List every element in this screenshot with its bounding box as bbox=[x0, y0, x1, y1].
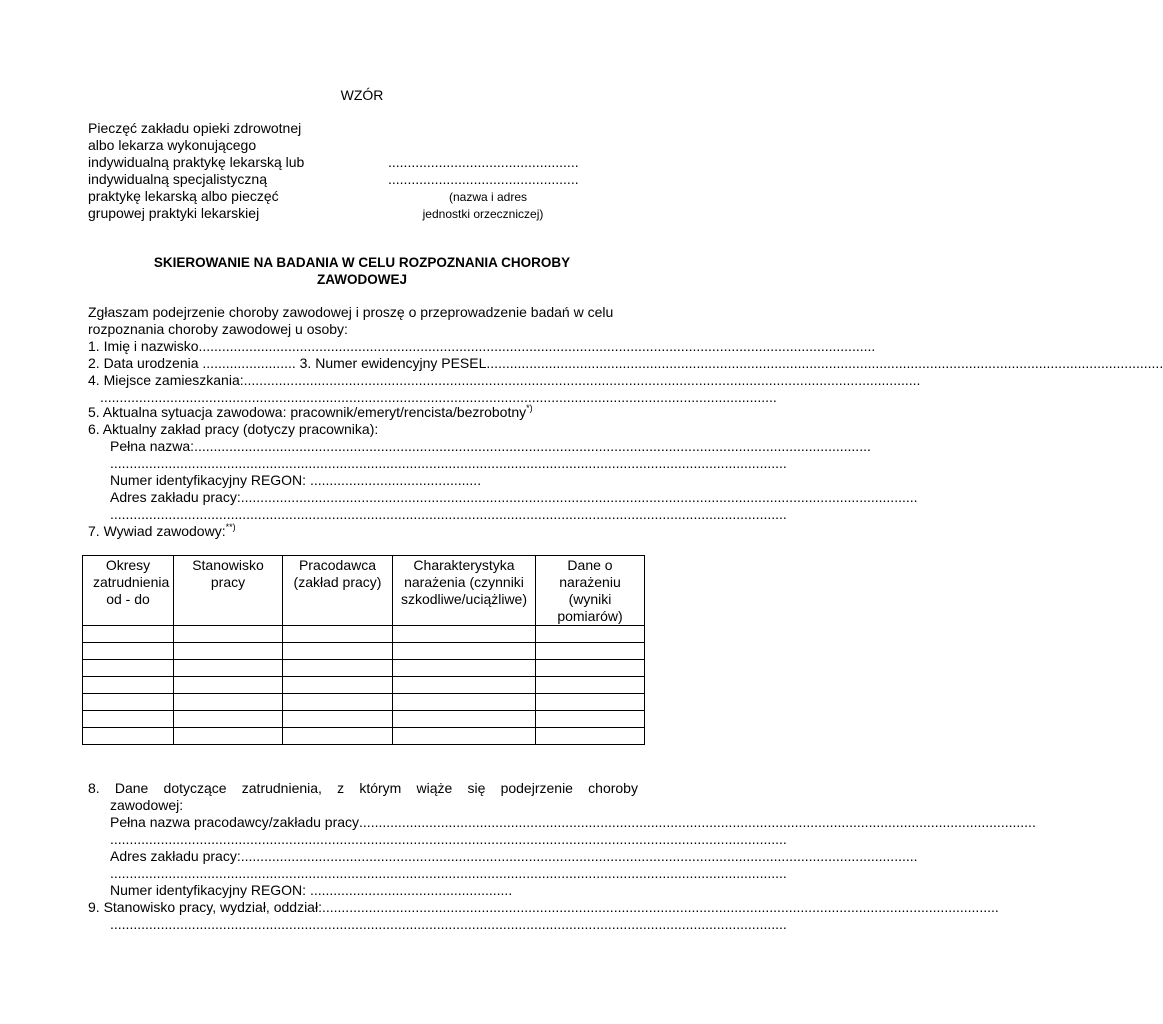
field-workplace-address-dots: .............................................................................................................................................................................. bbox=[240, 489, 918, 505]
field-workplace-address-label: Adres zakładu pracy: bbox=[110, 489, 241, 505]
field-workplace-address[interactable] bbox=[110, 489, 918, 506]
field-workplace-name-label: Pełna nazwa: bbox=[110, 438, 195, 454]
field-workplace-regon[interactable]: Numer identyfikacyjny REGON: ............................................ bbox=[110, 472, 482, 488]
table-row bbox=[83, 677, 645, 694]
unit-name-line: ................................................. bbox=[388, 154, 579, 170]
table-row bbox=[83, 694, 645, 711]
word: wiąże bbox=[416, 780, 453, 796]
stamp-line: praktykę lekarską albo pieczęć bbox=[88, 188, 279, 204]
field-employer-regon[interactable]: Numer identyfikacyjny REGON: .................................................... bbox=[110, 882, 513, 898]
field-residence-dots[interactable]: .............................................................................................................................................................................. bbox=[100, 389, 777, 405]
footnote-mark: **) bbox=[225, 522, 236, 532]
stamp-line: indywidualną praktykę lekarską lub bbox=[88, 154, 305, 170]
column-header: Okresy zatrudnienia od - do bbox=[83, 556, 174, 626]
field-employer-name-dots: .............................................................................................................................................................................. bbox=[359, 814, 1036, 830]
doc-label: WZÓR bbox=[340, 87, 384, 103]
field-workplace-address-dots[interactable]: .............................................................................................................................................................................. bbox=[110, 506, 787, 522]
field-employer-address-dots: .............................................................................................................................................................................. bbox=[240, 848, 918, 864]
field-residence[interactable] bbox=[88, 372, 921, 389]
field-workplace-name-dots: .............................................................................................................................................................................. bbox=[194, 438, 871, 454]
unit-caption: (nazwa i adres bbox=[448, 190, 528, 204]
intro-text: Zgłaszam podejrzenie choroby zawodowej i proszę o przeprowadzenie badań w celu bbox=[88, 304, 614, 320]
word: którym bbox=[359, 780, 402, 796]
intro-text: rozpoznania choroby zawodowej u osoby: bbox=[88, 321, 348, 337]
word: podejrzenie bbox=[500, 780, 573, 796]
document-title: SKIEROWANIE NA BADANIA W CELU ROZPOZNANIA CHOROBY bbox=[153, 255, 571, 270]
stamp-line: albo lekarza wykonującego bbox=[88, 137, 257, 153]
field-position-dots: .............................................................................................................................................................................. bbox=[321, 899, 999, 915]
word: Dane bbox=[114, 780, 149, 796]
field-position-label: 9. Stanowisko pracy, wydział, oddział: bbox=[88, 899, 322, 915]
field-residence-label: 4. Miejsce zamieszkania: bbox=[88, 372, 244, 388]
field-position-dots[interactable]: .............................................................................................................................................................................. bbox=[110, 916, 787, 932]
table-row bbox=[83, 711, 645, 728]
word: 8. bbox=[88, 780, 100, 796]
unit-address-line: ................................................. bbox=[388, 171, 579, 187]
word: zatrudnienia, bbox=[241, 780, 322, 796]
employment-history-table bbox=[82, 555, 645, 745]
field-workplace-label: 6. Aktualny zakład pracy (dotyczy pracownika): bbox=[88, 421, 379, 437]
field-employer-name[interactable] bbox=[110, 814, 1036, 831]
field-interview-label: 7. Wywiad zawodowy: bbox=[88, 523, 226, 539]
document-title: ZAWODOWEJ bbox=[317, 272, 407, 287]
section8-heading-cont: zawodowej: bbox=[110, 797, 184, 813]
field-interview bbox=[88, 523, 236, 540]
field-name-dots: .............................................................................................................................................................................. bbox=[198, 338, 876, 354]
stamp-line: Pieczęć zakładu opieki zdrowotnej bbox=[88, 120, 302, 136]
word: choroby bbox=[588, 780, 638, 796]
section8-heading bbox=[88, 780, 638, 797]
field-birth-pesel[interactable] bbox=[88, 355, 1163, 372]
footnote-mark: *) bbox=[526, 403, 533, 413]
word: z bbox=[337, 780, 345, 796]
column-header: Pracodawca (zakład pracy) bbox=[283, 556, 393, 626]
table-header-row bbox=[83, 556, 645, 626]
field-workplace-name[interactable] bbox=[110, 438, 871, 455]
stamp-line: indywidualną specjalistyczną bbox=[88, 171, 267, 187]
column-header: Dane o narażeniu (wyniki pomiarów) bbox=[536, 556, 645, 626]
field-employer-address-dots[interactable]: .............................................................................................................................................................................. bbox=[110, 865, 787, 881]
field-birth-label: 2. Data urodzenia ........................ 3. Numer ewidencyjny PESEL bbox=[88, 355, 487, 371]
field-name[interactable] bbox=[88, 338, 876, 355]
field-pesel-dots: .............................................................................................................................................................................. bbox=[486, 355, 1163, 371]
column-header: Stanowisko pracy bbox=[174, 556, 283, 626]
column-header: Charakterystyka narażenia (czynniki szkodliwe/uciążliwe) bbox=[393, 556, 536, 626]
field-employer-name-dots[interactable]: .............................................................................................................................................................................. bbox=[110, 831, 787, 847]
unit-caption: jednostki orzeczniczej) bbox=[422, 207, 544, 221]
field-situation-label: 5. Aktualna sytuacja zawodowa: pracownik/emeryt/rencista/bezrobotny bbox=[88, 404, 527, 420]
field-employer-name-label: Pełna nazwa pracodawcy/zakładu pracy bbox=[110, 814, 360, 830]
field-employer-address-label: Adres zakładu pracy: bbox=[110, 848, 241, 864]
stamp-line: grupowej praktyki lekarskiej bbox=[88, 205, 260, 221]
table-row bbox=[83, 626, 645, 643]
field-situation bbox=[88, 404, 533, 421]
table-row bbox=[83, 660, 645, 677]
field-employer-address[interactable] bbox=[110, 848, 918, 865]
field-position[interactable] bbox=[88, 899, 999, 916]
word: się bbox=[467, 780, 486, 796]
word: dotyczące bbox=[163, 780, 227, 796]
field-workplace-name-dots[interactable]: .............................................................................................................................................................................. bbox=[110, 455, 787, 471]
field-name-label: 1. Imię i nazwisko bbox=[88, 338, 199, 354]
table-row bbox=[83, 643, 645, 660]
field-residence-dots: .............................................................................................................................................................................. bbox=[243, 372, 921, 388]
table-row bbox=[83, 728, 645, 745]
